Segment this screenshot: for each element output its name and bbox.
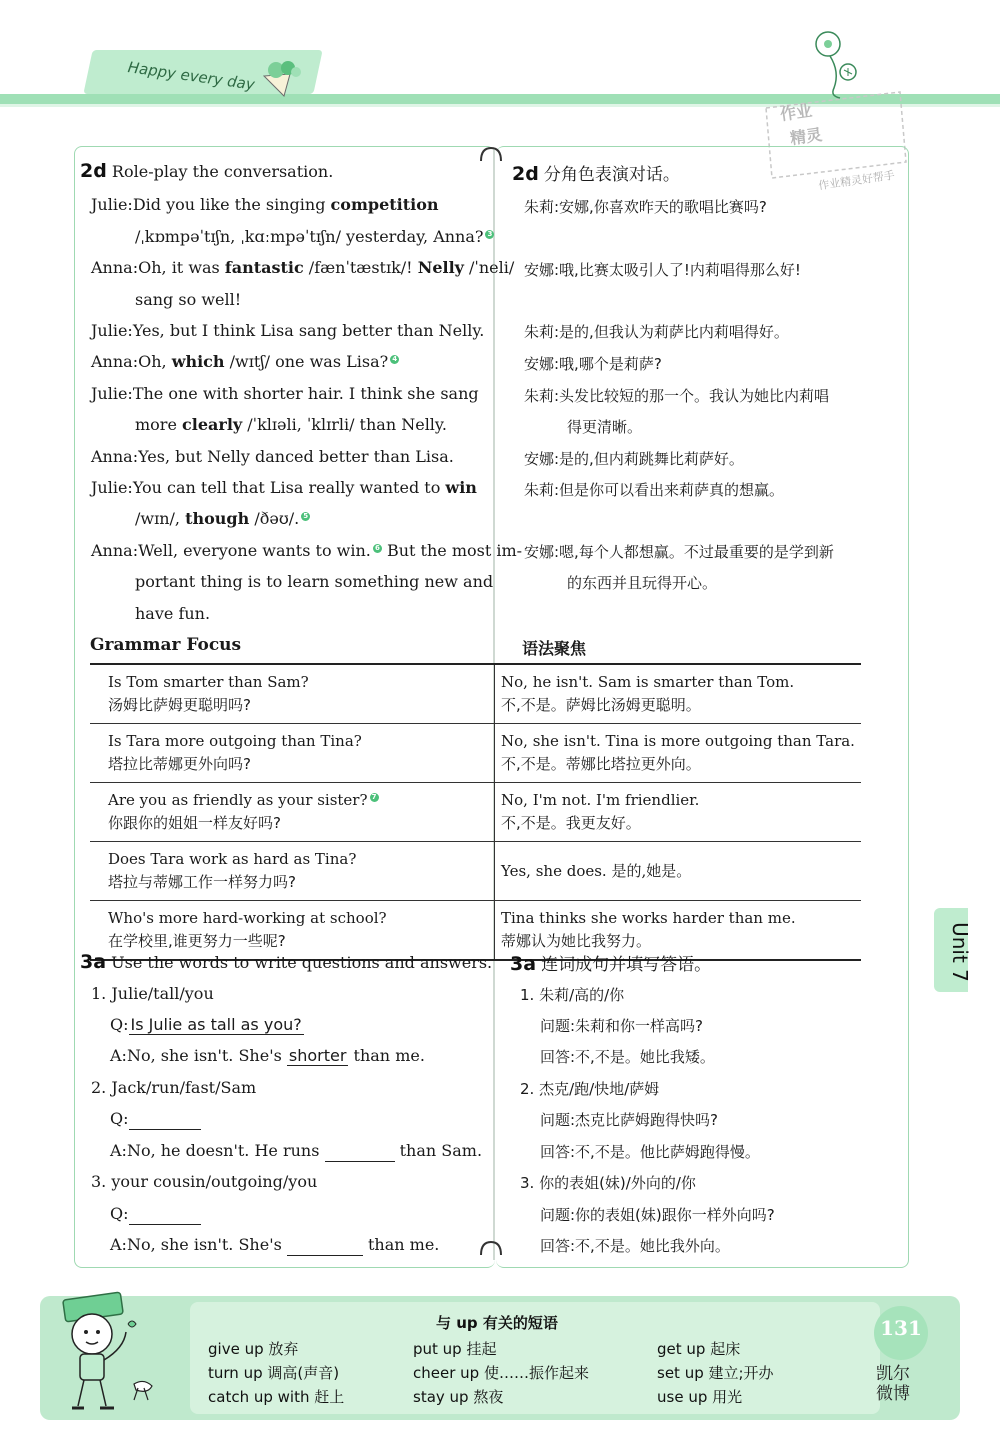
item-prompt: Julie/tall/you — [111, 984, 214, 1003]
speaker: Julie: — [91, 321, 133, 340]
dialog-line-8b: portant thing is to learn something new and — [135, 572, 494, 591]
question-en: Is Tara more outgoing than Tina? — [108, 732, 362, 750]
page-number: 131 — [880, 1316, 922, 1340]
question-cn: 汤姆比萨姆更聪明吗? — [108, 696, 251, 714]
stamp-text-2: 精灵 — [788, 124, 824, 149]
line-text: Oh, — [138, 352, 172, 371]
speaker: Anna: — [91, 352, 139, 371]
exercise-instruction: Use the words to write questions and answers. — [111, 953, 493, 972]
dialog-cn-line-3: 朱莉:是的,但我认为莉萨比内莉唱得好。 — [524, 323, 789, 341]
ice-cream-icon — [258, 58, 306, 98]
exercise-item-3-answer — [110, 1235, 439, 1256]
cn-item-1-prompt: 1. 朱莉/高的/你 — [520, 986, 625, 1004]
item-number: 2. — [91, 1078, 107, 1097]
exercise-item-1-answer — [110, 1046, 425, 1066]
a-prefix: A:No, she isn't. She's — [110, 1235, 287, 1254]
item-number: 1. — [91, 984, 107, 1003]
dialog-cn-line-1: 朱莉:安娜,你喜欢昨天的歌唱比赛吗? — [524, 198, 767, 216]
dialog-line-5b — [135, 415, 447, 435]
a-prefix: A:No, he doesn't. He runs — [110, 1141, 325, 1160]
footer-title: 与 up 有关的短语 — [436, 1314, 558, 1332]
phrase-item: cheer up 使……振作起来 — [413, 1364, 589, 1382]
question-cn: 塔拉与蒂娜工作一样努力吗? — [108, 873, 296, 891]
dialog-line-7 — [91, 478, 477, 498]
line-text: Yes, but Nelly danced better than Lisa. — [138, 447, 454, 466]
answer-en: No, she isn't. Tina is more outgoing than Tara. — [501, 732, 855, 750]
grammar-table — [90, 663, 861, 961]
exercise-item-2-answer — [110, 1141, 482, 1162]
stamp-text-1: 作业 — [778, 100, 814, 125]
unit-label: Unit 7 — [947, 922, 972, 982]
section-label: 3a — [510, 953, 537, 975]
phrase-item: catch up with 赶上 — [208, 1388, 345, 1406]
note-badge: 7 — [370, 793, 379, 802]
exercise-item-2-prompt — [91, 1078, 256, 1098]
a-suffix: than me. — [362, 1235, 440, 1254]
answer-cell — [495, 783, 862, 842]
dialog-line-6 — [91, 447, 454, 467]
cn-item-2-question: 问题:杰克比萨姆跑得快吗? — [540, 1111, 719, 1129]
line-text: /ˌkɒmpəˈtɪʃn, ˌkɑːmpəˈtɪʃn/ yesterday, Anna? — [135, 227, 484, 246]
question-en: Is Tom smarter than Sam? — [108, 673, 309, 691]
binder-ring-icon — [478, 1240, 504, 1256]
answer-cn: 不,不是。萨姆比汤姆更聪明。 — [501, 696, 701, 714]
section-label: 2d — [80, 160, 107, 182]
grammar-cn-title: 语法聚焦 — [522, 639, 587, 658]
dialog-line-3 — [91, 321, 484, 341]
answer-blank[interactable] — [325, 1141, 395, 1162]
cn-item-3-answer: 回答:不,不是。她比我外向。 — [540, 1237, 730, 1255]
vocab-word: which — [171, 352, 225, 371]
table-row — [90, 783, 861, 842]
boy-reading-illustration-icon — [44, 1288, 194, 1424]
item-prompt: Jack/run/fast/Sam — [111, 1078, 257, 1097]
dialog-cn-line-5b: 得更清晰。 — [567, 418, 643, 436]
dialog-line-8 — [91, 541, 522, 561]
answer-cell — [495, 724, 862, 783]
answer-cn: 蒂娜认为她比我努力。 — [501, 932, 652, 950]
dialog-cn-line-5: 朱莉:头发比较短的那一个。我认为她比内莉唱 — [524, 387, 830, 405]
vocab-word: competition — [330, 195, 439, 214]
exercise-cn-heading — [510, 950, 711, 975]
section-label: 2d — [512, 163, 539, 185]
table-row — [90, 724, 861, 783]
answer-cell — [495, 842, 862, 901]
dialog-line-5 — [91, 384, 479, 404]
line-text: You can tell that Lisa really wanted to — [132, 478, 446, 497]
question-cn: 你跟你的姐姐一样友好吗? — [108, 814, 281, 832]
answer-field[interactable]: Is Julie as tall as you? — [130, 1015, 302, 1034]
brand-line-2: 微博 — [876, 1384, 910, 1404]
dialog-instruction: Role-play the conversation. — [111, 162, 334, 181]
cn-item-3-question: 问题:你的表姐(妹)跟你一样外向吗? — [540, 1206, 775, 1224]
question-en: Does Tara work as hard as Tina? — [108, 850, 357, 868]
answer-en: No, he isn't. Sam is smarter than Tom. — [501, 673, 795, 691]
binder-ring-icon — [478, 146, 504, 162]
speaker: Julie: — [91, 195, 133, 214]
item-prompt: your cousin/outgoing/you — [111, 1172, 318, 1191]
q-prefix: Q: — [110, 1015, 129, 1034]
a-prefix: A:No, she isn't. She's — [110, 1046, 287, 1065]
dialog-cn-heading — [512, 160, 680, 185]
dialog-cn-line-7: 朱莉:但是你可以看出来莉萨真的想赢。 — [524, 481, 785, 499]
answer-cell — [495, 664, 862, 724]
line-text: Yes, but I think Lisa sang better than Nelly. — [132, 321, 485, 340]
a-suffix: than me. — [348, 1046, 425, 1065]
phrase-item: set up 建立;开办 — [657, 1364, 774, 1382]
cn-item-2-prompt: 2. 杰克/跑/快地/萨姆 — [520, 1080, 660, 1098]
vocab-word: win — [445, 478, 477, 497]
answer-cn: 不,不是。蒂娜比塔拉更外向。 — [501, 755, 701, 773]
phrase-item: give up 放弃 — [208, 1340, 299, 1358]
speaker: Anna: — [91, 541, 139, 560]
answer-field[interactable]: shorter — [288, 1046, 347, 1065]
stamp-text-3: 作业精灵好帮手 — [817, 168, 896, 193]
line-text: But the most im- — [381, 541, 523, 560]
note-badge: 3 — [485, 230, 494, 239]
cn-item-1-question: 问题:朱莉和你一样高吗? — [540, 1017, 704, 1035]
question-cell — [90, 842, 495, 901]
dialog-cn-line-8: 安娜:嗯,每个人都想赢。不过最重要的是学到新 — [524, 543, 834, 561]
line-text: The one with shorter hair. I think she sang — [132, 384, 479, 403]
exercise-item-3-question — [110, 1204, 201, 1225]
line-text: /wɪn/, — [135, 509, 186, 528]
answer-en: Yes, she does. 是的,她是。 — [501, 862, 692, 880]
answer-en: No, I'm not. I'm friendlier. — [501, 791, 700, 809]
answer-blank[interactable] — [129, 1204, 201, 1225]
line-text: Did you like the singing — [132, 195, 331, 214]
phrase-item: turn up 调高(声音) — [208, 1364, 340, 1382]
question-cn: 在学校里,谁更努力一些呢? — [108, 932, 286, 950]
line-text: Oh, it was — [138, 258, 225, 277]
dialog-cn-line-4: 安娜:哦,哪个是莉萨? — [524, 355, 662, 373]
speaker: Julie: — [91, 384, 133, 403]
vocab-word: Nelly — [417, 258, 464, 277]
dialog-line-8c: have fun. — [135, 604, 211, 623]
line-text: /ðəʊ/. — [249, 509, 300, 528]
cn-item-3-prompt: 3. 你的表姐(妹)/外向的/你 — [520, 1174, 696, 1192]
dialog-line-4 — [91, 352, 399, 372]
answer-blank[interactable] — [287, 1235, 363, 1256]
q-prefix: Q: — [110, 1109, 129, 1128]
grammar-title: Grammar Focus — [90, 635, 242, 655]
table-row — [90, 842, 861, 901]
question-cell — [90, 664, 495, 724]
question-en: Who's more hard-working at school? — [108, 909, 387, 927]
dialog-line-1 — [91, 195, 439, 215]
cn-item-1-answer: 回答:不,不是。她比我矮。 — [540, 1048, 715, 1066]
speaker: Anna: — [91, 447, 139, 466]
dialog-cn-instruction: 分角色表演对话。 — [543, 165, 680, 185]
question-cn: 塔拉比蒂娜更外向吗? — [108, 755, 251, 773]
exercise-item-1-question — [110, 1015, 304, 1035]
brand-text — [876, 1364, 910, 1404]
question-en: Are you as friendly as your sister? — [108, 791, 368, 809]
dialog-line-7b — [135, 509, 310, 529]
dialog-heading — [80, 160, 333, 182]
a-suffix: than Sam. — [394, 1141, 483, 1160]
line-text: more — [135, 415, 183, 434]
dialog-cn-line-6: 安娜:是的,但内莉跳舞比莉萨好。 — [524, 450, 744, 468]
cn-item-2-answer: 回答:不,不是。他比萨姆跑得慢。 — [540, 1143, 760, 1161]
dialog-line-2 — [91, 258, 514, 278]
phrase-item: use up 用光 — [657, 1388, 743, 1406]
line-text: /fænˈtæstɪk/! — [303, 258, 418, 277]
exercise-cn-instruction: 连词成句并填写答语。 — [541, 955, 712, 975]
exercise-item-2-question — [110, 1109, 201, 1130]
note-badge: 4 — [390, 355, 399, 364]
answer-cn: 不,不是。我更友好。 — [501, 814, 641, 832]
exercise-item-3-prompt — [91, 1172, 317, 1192]
phrase-item: put up 挂起 — [413, 1340, 497, 1358]
vocab-word: though — [185, 509, 250, 528]
vocab-word: clearly — [182, 415, 243, 434]
brand-line-1: 凯尔 — [876, 1364, 910, 1384]
item-number: 3. — [91, 1172, 107, 1191]
note-badge: 5 — [301, 512, 310, 521]
vocab-word: fantastic — [224, 258, 304, 277]
line-text: /ˈklɪəli, ˈklɪrli/ than Nelly. — [242, 415, 447, 434]
table-row — [90, 664, 861, 724]
phrase-item: stay up 熬夜 — [413, 1388, 504, 1406]
note-badge: 6 — [373, 544, 382, 553]
speaker: Julie: — [91, 478, 133, 497]
q-prefix: Q: — [110, 1204, 129, 1223]
exercise-heading — [80, 951, 492, 973]
exercise-item-1-prompt — [91, 984, 214, 1004]
answer-en: Tina thinks she works harder than me. — [501, 909, 796, 927]
question-cell — [90, 783, 495, 842]
speaker: Anna: — [91, 258, 139, 277]
section-label: 3a — [80, 951, 107, 973]
answer-blank[interactable] — [129, 1109, 201, 1130]
line-text: Well, everyone wants to win. — [138, 541, 371, 560]
dialog-line-1b — [135, 227, 494, 247]
dialog-cn-line-8b: 的东西并且玩得开心。 — [567, 574, 718, 592]
question-cell — [90, 724, 495, 783]
line-text: /ˈneli/ — [463, 258, 515, 277]
dialog-cn-line-2: 安娜:哦,比赛太吸引人了!内莉唱得那么好! — [524, 261, 801, 279]
dialog-line-2b: sang so well! — [135, 290, 242, 309]
header-title: Happy every day — [126, 58, 256, 94]
phrase-item: get up 起床 — [657, 1340, 741, 1358]
line-text: /wɪtʃ/ one was Lisa? — [224, 352, 389, 371]
